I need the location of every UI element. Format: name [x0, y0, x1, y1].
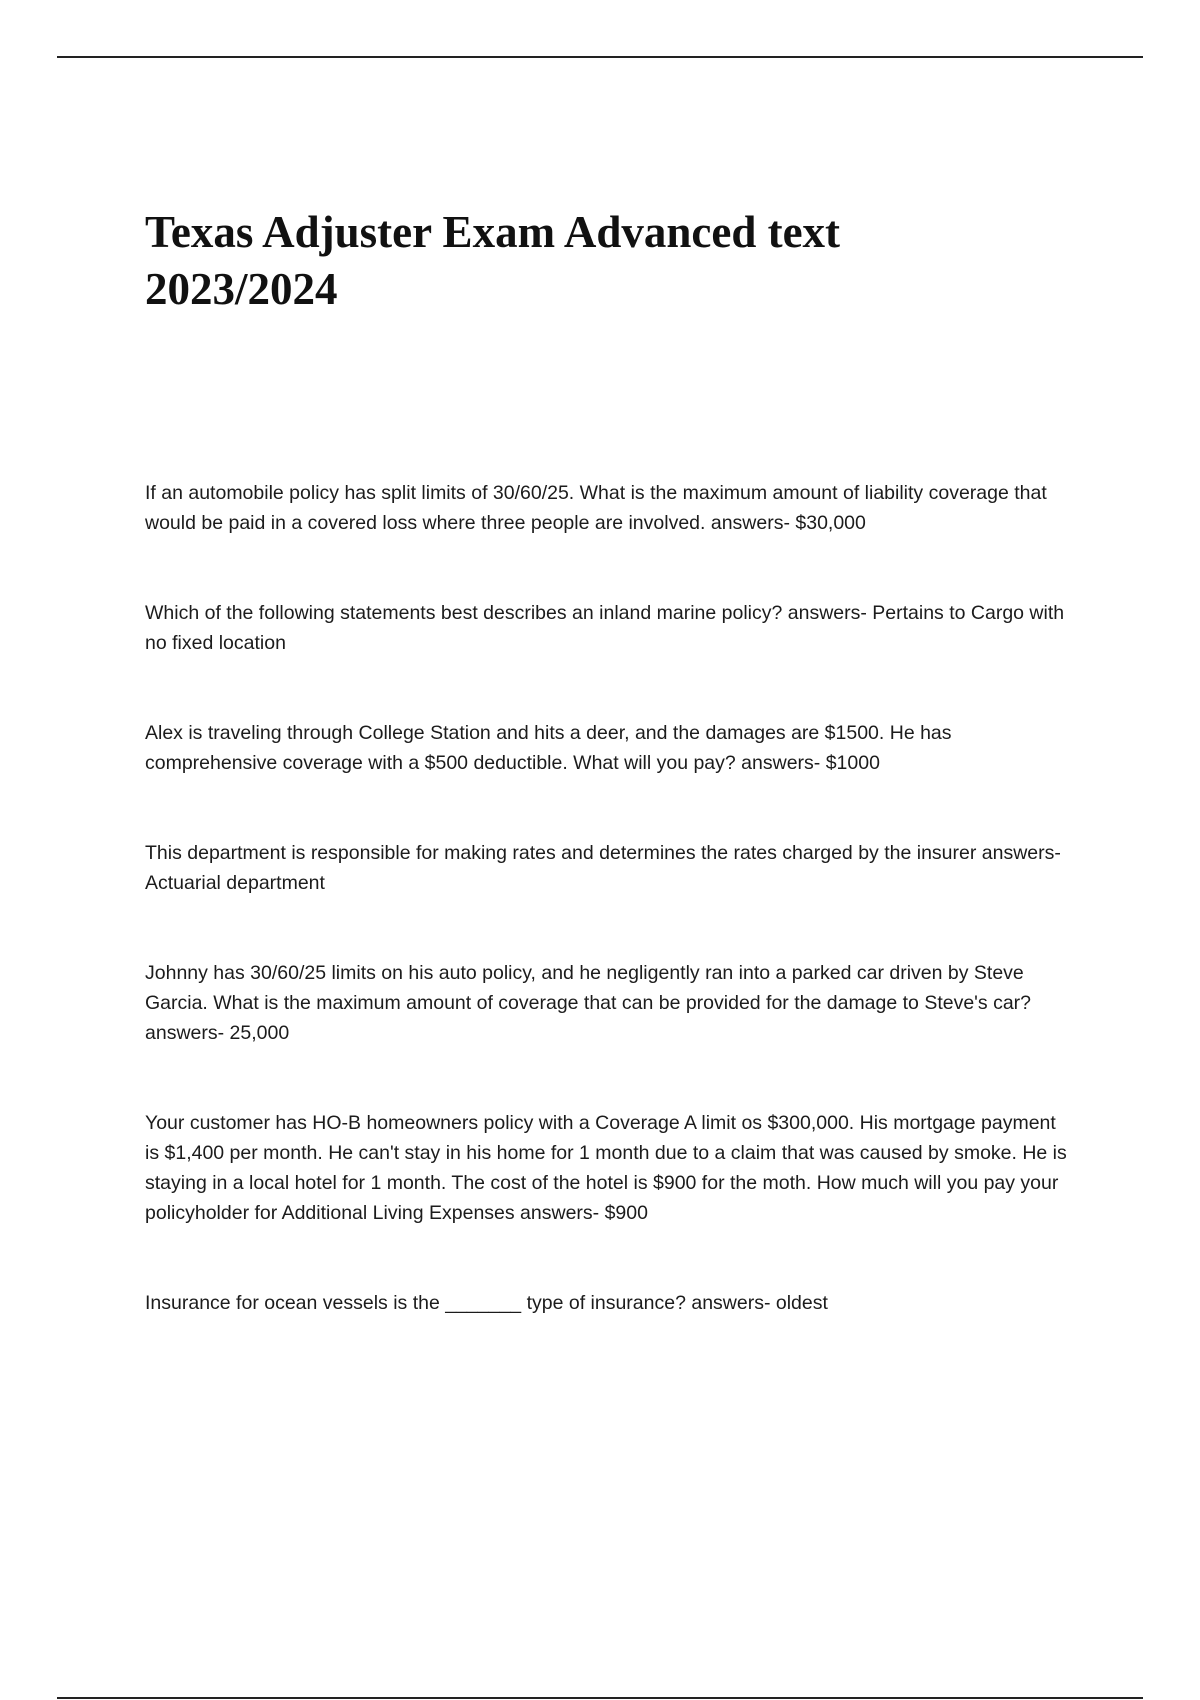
question-list	[145, 478, 1075, 1318]
title-line-1: Texas Adjuster Exam Advanced text	[145, 207, 841, 257]
question-item: This department is responsible for making rates and determines the rates charged by the insurer answers- Actuarial department	[145, 842, 1061, 894]
title-line-2: 2023/2024	[145, 264, 338, 314]
question-item: Which of the following statements best describes an inland marine policy? answers- Pertains to Cargo with no fixed location	[145, 602, 1065, 654]
document-title	[145, 204, 1045, 318]
question-item: Your customer has HO-B homeowners policy with a Coverage A limit os $300,000. His mortgage payment is $1,400 per month. He can't stay in his home for 1 month due to a claim that was caused by smoke. He is staying in a local hotel for 1 month. The cost of the hotel is $900 for the moth. How much will you pay your policyholder for Additional Living Expenses answers- $900	[145, 1112, 1067, 1224]
question-item: Alex is traveling through College Station and hits a deer, and the damages are $1500. He has comprehensive coverage with a $500 deductible. What will you pay? answers- $1000	[145, 722, 952, 774]
question-item: Insurance for ocean vessels is the _______ type of insurance? answers- oldest	[145, 1292, 828, 1314]
header-rule	[57, 56, 1143, 58]
question-item: If an automobile policy has split limits of 30/60/25. What is the maximum amount of liability coverage that would be paid in a covered loss where three people are involved. answers- $30,000	[145, 482, 1047, 534]
footer-rule	[57, 1697, 1143, 1699]
question-item: Johnny has 30/60/25 limits on his auto policy, and he negligently ran into a parked car driven by Steve Garcia. What is the maximum amount of coverage that can be provided for the damage to Steve's car? answers- 25,000	[145, 962, 1032, 1044]
